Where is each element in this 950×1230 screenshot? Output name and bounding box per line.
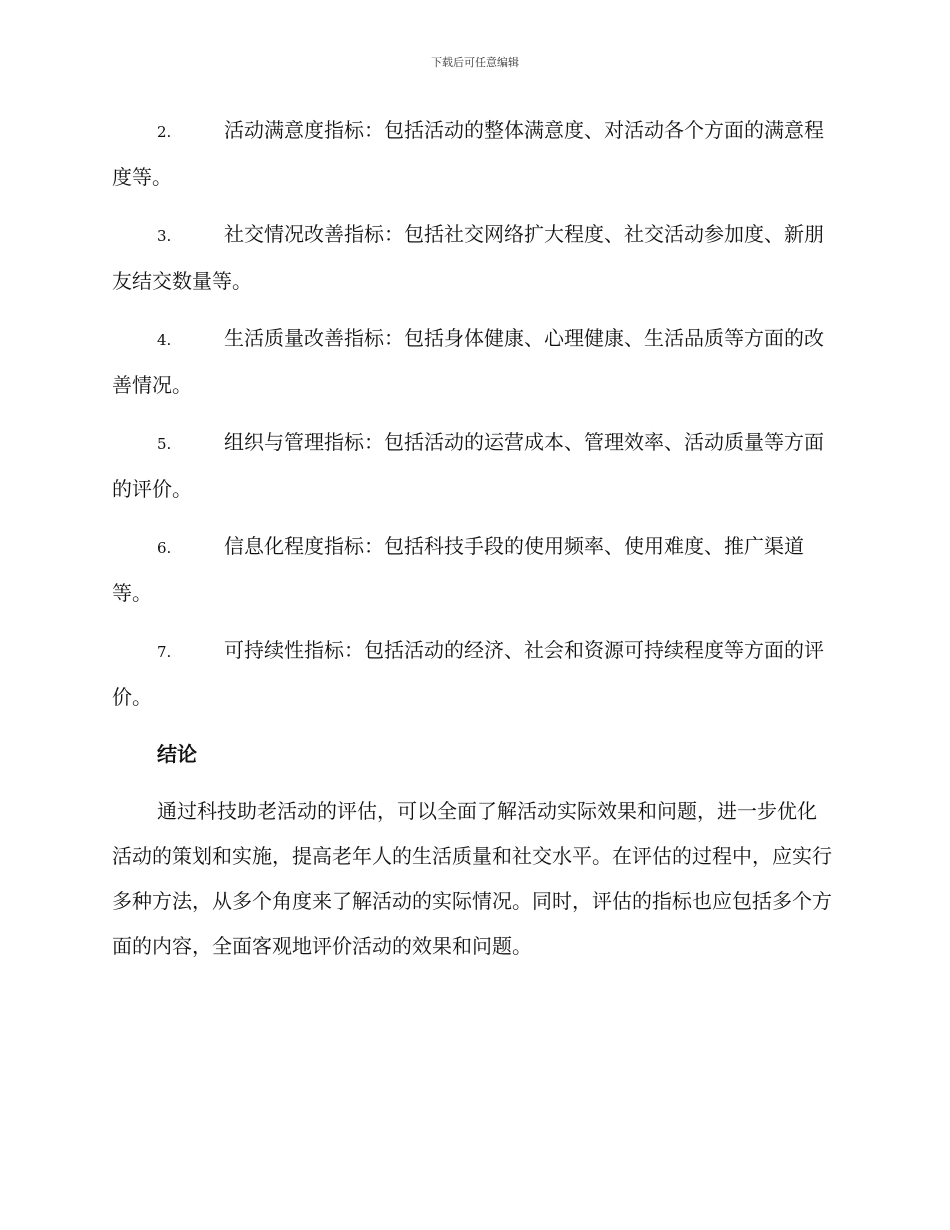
page-header: 下载后可任意编辑 — [431, 56, 519, 69]
list-item-number: 7. — [157, 643, 172, 661]
list-item-text: 信息化程度指标：包括科技手段的使用频率、使用难度、推广渠道等。 — [112, 534, 804, 605]
list-item — [112, 316, 834, 408]
list-item — [112, 628, 834, 720]
conclusion-paragraph: 通过科技助老活动的评估，可以全面了解活动实际效果和问题，进一步优化活动的策划和实施，提高老年人的生活质量和社交水平。在评估的过程中，应实行多种方法，从多个角度来了解活动的实际情况。同时，评估的指标也应包括多个方面的内容，全面客观地评价活动的效果和问题。 — [112, 799, 832, 958]
list-item — [112, 212, 834, 304]
list-item — [112, 108, 834, 200]
list-item-text: 社交情况改善指标：包括社交网络扩大程度、社交活动参加度、新朋友结交数量等。 — [112, 222, 824, 293]
list-item-number: 2. — [157, 123, 172, 141]
list-item-text: 组织与管理指标：包括活动的运营成本、管理效率、活动质量等方面的评价。 — [112, 430, 824, 501]
list-item — [112, 524, 834, 616]
list-item-number: 3. — [157, 227, 172, 245]
conclusion-heading: 结论 — [157, 742, 197, 766]
list-item-text: 生活质量改善指标：包括身体健康、心理健康、生活品质等方面的改善情况。 — [112, 326, 824, 397]
list-item-number: 4. — [157, 331, 172, 349]
list-item — [112, 420, 834, 512]
list-item-text: 活动满意度指标：包括活动的整体满意度、对活动各个方面的满意程度等。 — [112, 118, 824, 189]
list-item-text: 可持续性指标：包括活动的经济、社会和资源可持续程度等方面的评价。 — [112, 638, 824, 709]
document-body — [112, 108, 834, 969]
list-item-number: 6. — [157, 539, 172, 557]
list-item-number: 5. — [157, 435, 172, 453]
